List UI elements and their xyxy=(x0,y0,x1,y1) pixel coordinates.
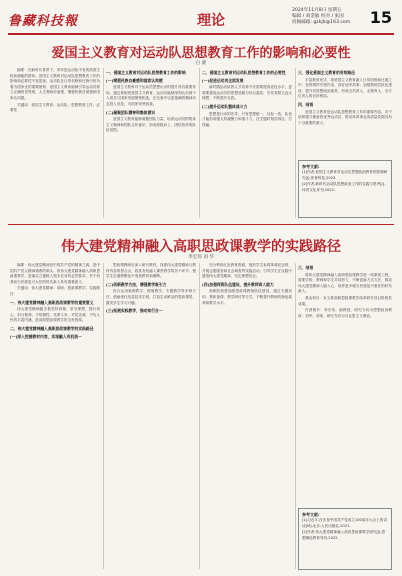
article2-title: 伟大建党精神融入高职思政课教学的实践路径 xyxy=(61,239,341,255)
author-bio: 作者简介：李宏伟，副教授，研究方向为思想政治教育；刘华，讲师，研究方向为马克思主义理论。 xyxy=(298,308,392,318)
paragraph: 综合运用案例教学、情境教学、专题教学等多种方法，借助现代信息技术手段，打造生动鲜活的思政课堂，激发学生学习兴趣。 xyxy=(106,289,196,305)
article2-column-3 xyxy=(202,263,292,569)
paragraph: 爱国主义教育是运动队思想教育工作的重要内容，对于培养德才兼备的优秀运动员、推动体育事业高质量发展具有十分重要的意义。 xyxy=(298,109,392,125)
subheading: 二、爱国主义教育对运动队思想教育工作的必要性 xyxy=(202,70,286,75)
paragraph: 新时期运动队的人才培养不仅需要提高竞技水平，更需要重视运动员的思想品德与综合素质，引导其树立远大理想，不断提升自我。 xyxy=(202,85,292,101)
subheading: (二)凝聚团队精神和集体意识 xyxy=(106,109,156,115)
column-divider xyxy=(295,263,296,569)
reference-item: [1]习近平.在庆祝中国共产党成立100周年大会上的讲话[M].北京:人民出版社,2021. xyxy=(302,518,387,528)
column-divider xyxy=(199,263,200,569)
paragraph: 爱国主义教育能够凝聚团队力量，培养运动员的集体主义精神和团队合作意识，形成积极向上、团结协作的队伍氛围。 xyxy=(106,117,196,133)
column-divider xyxy=(295,68,296,218)
subheading: (三)拓展实践教学，推动知行合一 xyxy=(106,308,163,314)
paragraph: 思政课教师应深入研究教材，找准伟大建党精神与教材内容的契合点，将其有机融入课堂教学的各个环节，使学生在潜移默化中受到教育和熏陶。 xyxy=(106,263,196,279)
masthead: 鲁藏科技報 xyxy=(8,14,79,29)
subheading: 三、结语 xyxy=(298,265,314,270)
subheading: (一)促进运动员全面发展 xyxy=(202,77,244,83)
article1-column-2 xyxy=(106,68,196,218)
subheading: 四、结语 xyxy=(298,101,314,107)
column-divider xyxy=(103,263,104,569)
subheading: 一、伟大建党精神融入高职思政课教学的重要意义 xyxy=(10,299,94,305)
header-rule xyxy=(8,33,394,35)
column-divider xyxy=(199,68,200,218)
article2-column-2 xyxy=(106,263,196,569)
article1-column-4 xyxy=(298,68,392,154)
article2-author: 李宏伟 刘 华 xyxy=(188,255,214,260)
paragraph: 高职院校要加强思政课教师队伍建设，通过专题培训、集体备课、教学研讨等方式，不断提升教师的理论素养和教学水平。 xyxy=(202,289,292,305)
page-header xyxy=(8,6,394,32)
subheading: (一)深入挖掘教材内容，实现融入有机统一 xyxy=(10,333,82,339)
subheading: (一)增强民族自豪感和国家认同感 xyxy=(106,77,163,83)
section-title: 理论 xyxy=(197,13,225,29)
paragraph: 将伟大建党精神融入高职思政课教学是一项系统工程，需要学校、教师和学生共同努力，不断创新方式方法，推动伟大建党精神入脑入心，培养更多堪当民族复兴重任的时代新人。 xyxy=(298,272,392,294)
page-number: 15 xyxy=(369,8,392,27)
article1-column-3 xyxy=(202,68,292,218)
subheading: (四)加强师资队伍建设，提升教师育人能力 xyxy=(202,281,274,287)
subheading: 一、爱国主义教育对运动队思想教育工作的影响 xyxy=(106,70,186,75)
article1-references xyxy=(298,160,392,218)
fund-note: 基金项目：本文系高职思政课教学改革研究项目阶段性成果。 xyxy=(298,295,392,306)
subheading: (二)创新教学方法，增强教学吸引力 xyxy=(106,281,167,287)
subheading: 二、伟大建党精神融入高职思政课教学的实践路径 xyxy=(10,325,94,331)
article1-column-1 xyxy=(10,68,100,218)
references-title: 参考文献: xyxy=(302,164,320,169)
paragraph: 充分利用红色教育资源，组织学生参观革命纪念馆、开展志愿服务和社会调查等实践活动，引导学生在实践中感悟伟大建党精神，坚定理想信念。 xyxy=(202,263,292,279)
subheading: (二)提升运动队整体战斗力 xyxy=(202,103,248,109)
issue-info xyxy=(292,8,350,26)
article2-references xyxy=(298,508,392,570)
article1-title: 爱国主义教育对运动队思想教育工作的影响和必要性 xyxy=(51,46,351,61)
references-title: 参考文献: xyxy=(302,512,320,517)
paragraph: 爱国主义教育对于运动员思想认识的提升具有重要作用。通过系统的爱国主义教育，运动员能够深刻认识到个人成长与国家发展紧密相连，在比赛中以更饱满的精神状态投入竞技，为国家荣誉而战。 xyxy=(106,85,196,106)
column-divider xyxy=(103,68,104,218)
abstract: 摘要：伟大建党精神是中国共产党的精神之源，是中国共产党人精神谱系的源头。将伟大建党精神融入高职思政课教学，是落实立德树人根本任务的必然要求，对于培养担当民族复兴大任的时代新人具有重要意义。 xyxy=(10,263,100,284)
abstract: 摘要：在新时代背景下，青年是运动队中有着高度生机和潜能的群体。爱国主义教育对运动队思想教育工作的影响和必要性不容忽视。运动队在日常训练和比赛中担负着为国争光的重要使命，爱国主义教育能够引导运动员树立正确的世界观、人生观和价值观，增强民族自豪感和国家认同感。 xyxy=(10,68,100,100)
article1-author: 白 鹿 xyxy=(195,61,207,66)
article2-column-1 xyxy=(10,263,100,569)
article2-column-4 xyxy=(298,263,392,503)
paragraph: 丰富教育形式，将爱国主义教育融入日常训练和比赛之中；发挥榜样引领作用，讲好冠军故事；加强教练员队伍建设，提升其思想政治素养，形成全员育人、全程育人、全方位育人的良好格局。 xyxy=(298,77,392,99)
article-separator xyxy=(8,224,394,225)
keywords: 关键词：伟大建党精神；高职；思政课教学；实践路径 xyxy=(10,286,100,296)
issue-editors: 编辑 / 刘金敏 校对 / 张国 xyxy=(292,14,344,19)
reference-item: [2]作者.新时代运动队思想政治工作的实践与思考[J].体育文化导刊,2022. xyxy=(302,182,386,192)
keywords: 关键词：爱国主义教育；运动队；思想教育工作；必要性 xyxy=(10,102,100,113)
reference-item: [1]作者.爱国主义教育对运动员思想政治教育的影响研究[J].体育科技,2023. xyxy=(302,170,388,180)
issue-email: 投稿邮箱: gzkjb@163.com xyxy=(292,20,351,25)
issue-date: 2024年11月8日 星期五 xyxy=(292,8,342,13)
reference-item: [2]作者.伟大建党精神融入高校思政课教学研究[J].思想理论教育导刊,2022. xyxy=(302,530,386,540)
paragraph: 思想是行动的先导，只有思想统一、目标一致，队伍才能形成强大的凝聚力和战斗力，在关键时刻顶得住、打得赢。 xyxy=(202,111,292,127)
subheading: 三、强化爱国主义教育的有效路径 xyxy=(298,70,355,75)
paragraph: 伟大建党精神蕴含着坚持真理、坚守理想，践行初心、担当使命，不怕牺牲、英勇斗争，对党忠诚、不负人民的丰富内涵，是高职思政课教学的宝贵资源。 xyxy=(10,307,100,323)
